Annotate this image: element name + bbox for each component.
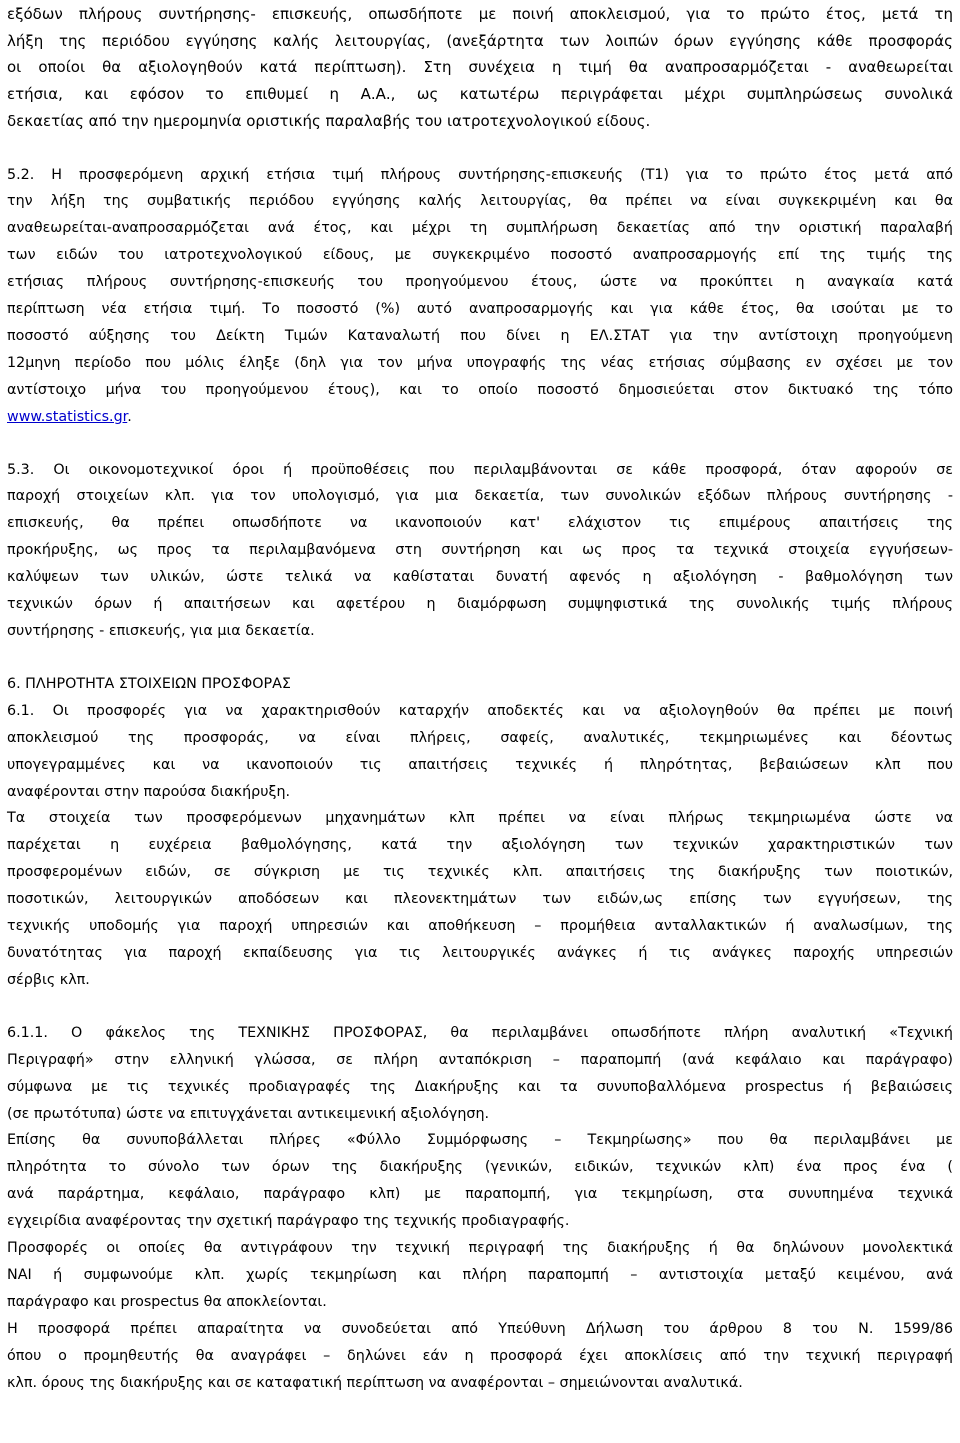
section-6-1-1-p4 (7, 1316, 953, 1397)
text-line: Επίσης θα συνυποβάλλεται πλήρες «Φύλλο Συμμόρφωσης – Τεκμηρίωσης» που θα περιλαμβάνει με (7, 1132, 953, 1149)
text-line: αποκλεισμού της προσφοράς, να είναι πλήρεις, σαφείς, αναλυτικές, τεκμηριωμένες και δέοντως (7, 729, 953, 746)
text-line: ετήσια, και εφόσον το επιθυμεί η Α.Α., ως κατωτέρω περιγράφεται μέχρι συμπληρώσεως συνολικά (7, 85, 953, 104)
text-line: προσφερομένων ειδών, σε σύγκριση με τις τεχνικές κλπ. απαιτήσεις της διακήρυξης των ποιοτικών, (7, 864, 953, 881)
text-line: 5.3. Οι οικονομοτεχνικοί όροι ή προϋποθέσεις που περιλαμβάνονται σε κάθε προσφορά, όταν αφορούν σε (7, 461, 953, 478)
section-6-heading: 6. ΠΛΗΡΟΤΗΤΑ ΣΤΟΙΧΕΙΩΝ ΠΡΟΣΦΟΡΑΣ (7, 675, 291, 692)
text-line: 6.1. Οι προσφορές για να χαρακτηρισθούν καταρχήν αποδεκτές και να αξιολογηθούν θα πρέπει με ποινή (7, 702, 953, 719)
text-line: σέρβις κλπ. (7, 971, 90, 988)
text-line: την λήξη της συμβατικής περιόδου εγγύησης καλής λειτουργίας, θα πρέπει να είναι συγκεκριμένη και θα (7, 193, 953, 210)
section-6-1-1-p3 (7, 1235, 953, 1316)
text-line: κλπ. όρους της διακήρυξης και σε καταφατική περίπτωση να αναφέρονται – σημειώνονται αναλυτικά. (7, 1374, 743, 1391)
text-line: επισκευής, θα πρέπει οπωσδήποτε να ικανοποιούν κατ' ελάχιστον τις επιμέρους απαιτήσεις της (7, 515, 953, 532)
text-line: 5.2. Η προσφερόμενη αρχική ετήσια τιμή πλήρους συντήρησης-επισκευής (Τ1) για το πρώτο έτος μετά από (7, 166, 953, 183)
text-line: πληρότητα το σύνολο των όρων της διακήρυξης (γενικών, ειδικών, τεχνικών κλπ) ένα προς ένα ( (7, 1159, 953, 1176)
text-line: των ειδών του ιατροτεχνολογικού είδους, με συγκεκριμένο ποσοστό αναπροσαρμογής επί της τιμής της (7, 247, 953, 264)
text-line: παρέχεται η ευχέρεια βαθμολόγησης, κατά την αξιολόγηση των τεχνικών χαρακτηριστικών των (7, 837, 953, 854)
text-line: Η προσφορά πρέπει απαραίτητα να συνοδεύεται από Υπεύθυνη Δήλωση του άρθρου 8 του Ν. 1599/86 (7, 1320, 953, 1337)
text-line: δυνατότητας για παροχή εκπαίδευσης για τις λειτουργικές ανάγκες ή τις ανάγκες παροχής υπηρεσιών (7, 944, 953, 961)
text-line: ΝΑΙ ή συμφωνούμε κλπ. χωρίς τεκμηρίωση και πλήρη παραπομπή – αντιστοιχία μεταξύ κειμένου, ανά (7, 1266, 953, 1283)
text-line: αντίστοιχο μήνα του προηγούμενου έτους), και το οποίο ποσοστό δημοσιεύεται στον δικτυακό της τόπο (7, 381, 953, 398)
text-line: Τα στοιχεία των προσφερόμενων μηχανημάτων κλπ πρέπει να είναι πλήρως τεκμηριωμένα ώστε να (7, 810, 953, 827)
section-6-1-1 (7, 1020, 953, 1128)
text-line: περίπτωση νέα ετήσια τιμή. Το ποσοστό (%) αυτό αναπροσαρμογής και για κάθε έτος, θα ισούται με το (7, 301, 953, 318)
text-line: Προσφορές οι οποίες θα αντιγράφουν την τεχνική περιγραφή της διακήρυξης ή θα δηλώνουν μονολεκτικά (7, 1240, 953, 1257)
text-line: υπογεγραμμένες και να ικανοποιούν τις απαιτήσεις τεχνικές ή πληρότητας, βεβαιώσεων κλπ που (7, 756, 953, 773)
text-line: όπου ο προμηθευτής θα αναγράφει – δηλώνει εάν η προσφορά έχει αποκλίσεις από την τεχνική περιγραφή (7, 1347, 953, 1364)
text-line: ετήσιας πλήρους συντήρησης-επισκευής του προηγούμενου έτους, ώστε να προκύπτει η αναγκαία κατά (7, 274, 953, 291)
text-line: δεκαετίας από την ημερομηνία οριστικής παραλαβής του ιατροτεχνολογικού είδους. (7, 111, 651, 130)
section-6-1-1-p2 (7, 1127, 953, 1235)
text-line: εγχειρίδια αναφέροντας την σχετική παράγραφο της τεχνικής προδιαγραφής. (7, 1213, 570, 1230)
section-5-2 (7, 162, 953, 431)
text-line: λήξη της περιόδου εγγύησης καλής λειτουργίας, (ανεξάρτητα των λοιπών όρων εγγύησης κάθε προσφοράς (7, 31, 953, 50)
text-line: παροχή στοιχείων κλπ. για τον υπολογισμό, για μια δεκαετία, των συνολικών εξόδων πλήρους συντήρησης - (7, 488, 953, 505)
text-line: παράγραφο και prospectus θα αποκλείονται. (7, 1293, 327, 1310)
text-line: προκήρυξης, ως προς τα περιλαμβανόμενα στη συντήρηση και ως προς τα τεχνικά στοιχεία εγγυήσεων- (7, 542, 953, 559)
text-line: οι οποίοι θα αξιολογηθούν κατά περίπτωση). Στη συνέχεια η τιμή θα αναπροσαρμόζεται - αναθεωρείται (7, 58, 953, 77)
section-6-1 (7, 698, 953, 806)
text-line (7, 404, 953, 431)
text-line: σύμφωνα με τις τεχνικές προδιαγραφές της Διακήρυξης και τα συνυποβαλλόμενα prospectus ή βεβαιώσεις (7, 1078, 953, 1095)
text-line: εξόδων πλήρους συντήρησης- επισκευής, οπωσδήποτε με ποινή αποκλεισμού, για το πρώτο έτος, μετά τη (7, 5, 953, 23)
text-line: ποσοστό αύξησης του Δείκτη Τιμών Καταναλωτή που δίνει η ΕΛ.ΣΤΑΤ για την αντίστοιχη προηγούμενη (7, 327, 953, 344)
text-line: συντήρησης - επισκευής, για μια δεκαετία. (7, 623, 315, 640)
text-line: Περιγραφή» στην ελληνική γλώσσα, σε πλήρη ανταπόκριση – παραπομπή (ανά κεφάλαιο και παράγραφο) (7, 1051, 953, 1068)
statistics-link[interactable]: www.statistics.gr (7, 408, 128, 425)
section-5-3 (7, 457, 953, 645)
link-suffix: . (127, 408, 132, 425)
text-line: τεχνικής υποδομής για παροχή υπηρεσιών και αποθήκευση – προμήθεια ανταλλακτικών ή αναλωσίμων, της (7, 918, 953, 935)
text-line: 12μηνη περίοδο που μόλις έληξε (δηλ για τον μήνα υπογραφής της νέας ετήσιας σύμβασης εν σχέσει με τον (7, 354, 953, 371)
text-line: καλύψεων των υλικών, ώστε τελικά να καθίσταται δυνατή αφενός η αξιολόγηση - βαθμολόγηση των (7, 569, 953, 586)
text-line: ποσοτικών, λειτουργικών αποδόσεων και πλεονεκτημάτων των ειδών,ως επίσης των εγγυήσεων, της (7, 891, 953, 908)
section-6-1-p2 (7, 805, 953, 993)
intro-paragraph (7, 0, 953, 135)
text-line: 6.1.1. Ο φάκελος της ΤΕΧΝΙΚΗΣ ΠΡΟΣΦΟΡΑΣ, θα περιλαμβάνει οπωσδήποτε πλήρη αναλυτική «Τεχνική (7, 1024, 953, 1041)
text-line: ανά παράρτημα, κεφάλαιο, παράγραφο κλπ) με παραπομπή, για τεκμηρίωση, στα συνυπημένα τεχνικά (7, 1186, 953, 1203)
text-line: αναθεωρείται-αναπροσαρμόζεται ανά έτος, και μέχρι τη συμπλήρωση δεκαετίας από την οριστική παραλαβή (7, 220, 953, 237)
text-line: τεχνικών όρων ή απαιτήσεων και αφετέρου η διαμόρφωση συμψηφιστικά της συνολικής τιμής πλήρους (7, 596, 953, 613)
text-line: αναφέρονται στην παρούσα διακήρυξη. (7, 783, 291, 800)
text-line: (σε πρωτότυπα) ώστε να επιτυγχάνεται αντικειμενική αξιολόγηση. (7, 1105, 490, 1122)
